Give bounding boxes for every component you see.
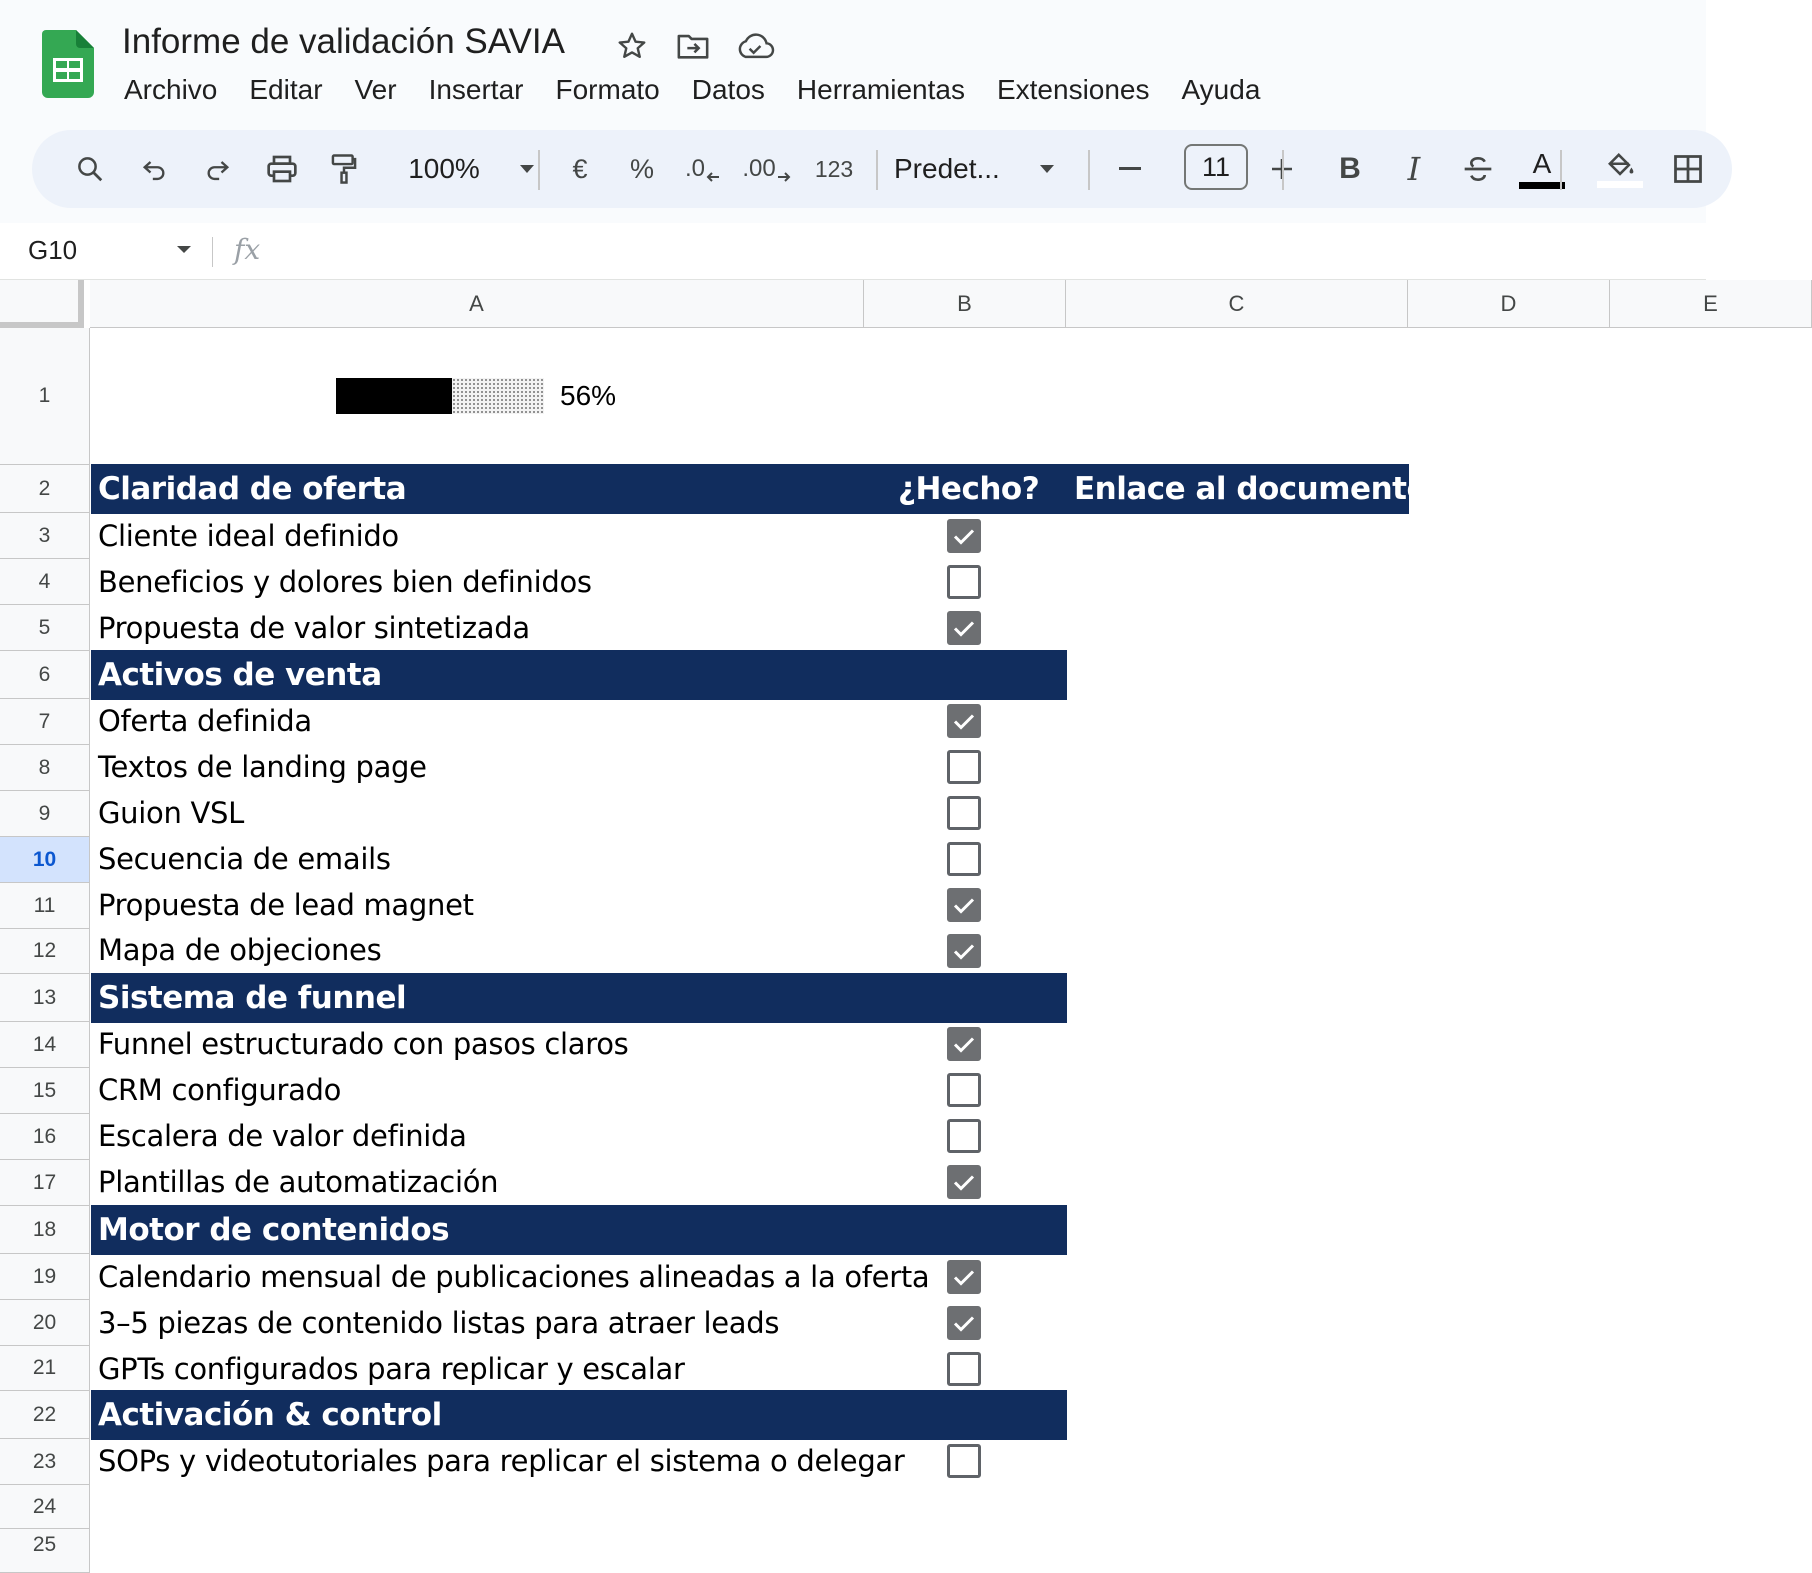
text-color-letter: A: [1532, 147, 1552, 179]
fx-icon: fx: [234, 233, 261, 266]
number-format-button[interactable]: 123: [814, 155, 854, 182]
row-header[interactable]: 16: [0, 1114, 90, 1160]
menu-bar: [112, 68, 1280, 112]
sheets-logo[interactable]: [42, 30, 94, 98]
row-header[interactable]: 9: [0, 791, 90, 837]
row-header[interactable]: 7: [0, 699, 90, 745]
fill-color-button[interactable]: [1592, 130, 1648, 208]
menu-archivo[interactable]: Archivo: [124, 74, 218, 105]
checklist-item-text[interactable]: Escalera de valor definida: [98, 1119, 467, 1153]
checklist-item-text[interactable]: GPTs configurados para replicar y escalar: [98, 1352, 685, 1386]
formula-separator: [212, 237, 213, 267]
checklist-item-text[interactable]: Beneficios y dolores bien definidos: [98, 565, 592, 599]
done-checkbox[interactable]: [947, 1119, 981, 1153]
checklist-item-text[interactable]: Oferta definida: [98, 704, 312, 738]
done-checkbox[interactable]: [947, 888, 981, 922]
text-color-swatch: [1519, 182, 1565, 189]
borders-icon[interactable]: [1660, 130, 1716, 208]
column-header-d[interactable]: D: [1408, 280, 1610, 328]
checklist-item-text[interactable]: Calendario mensual de publicaciones alineadas a la oferta: [98, 1260, 930, 1294]
chevron-down-icon[interactable]: [172, 237, 196, 261]
checklist-item-text[interactable]: Guion VSL: [98, 796, 244, 830]
column-header-a[interactable]: A: [90, 280, 864, 328]
decrease-decimals-button[interactable]: [672, 130, 734, 208]
menu-ver[interactable]: Ver: [354, 74, 397, 105]
done-checkbox[interactable]: [947, 704, 981, 738]
cloud-saved-icon[interactable]: [735, 26, 775, 66]
row-header[interactable]: 21: [0, 1346, 90, 1391]
row-header[interactable]: 3: [0, 513, 90, 559]
formula-input[interactable]: [290, 233, 1690, 269]
italic-button[interactable]: I: [1407, 150, 1421, 188]
progress-percent-label: 56%: [560, 380, 617, 411]
done-checkbox[interactable]: [947, 796, 981, 830]
fill-color-swatch: [1597, 181, 1643, 188]
row-header[interactable]: 18: [0, 1206, 90, 1254]
row-header[interactable]: 20: [0, 1300, 90, 1346]
toolbar-separator: [1088, 150, 1090, 190]
done-checkbox[interactable]: [947, 1444, 981, 1478]
done-checkbox[interactable]: [947, 1306, 981, 1340]
move-to-folder-icon[interactable]: [673, 26, 713, 66]
row-header[interactable]: 4: [0, 559, 90, 605]
toolbar-separator: [876, 150, 878, 190]
done-checkbox[interactable]: [947, 934, 981, 968]
done-checkbox[interactable]: [947, 1165, 981, 1199]
toolbar: [32, 130, 1732, 208]
menu-formato[interactable]: Formato: [555, 74, 660, 105]
row-header-selected[interactable]: 10: [0, 837, 90, 883]
star-icon[interactable]: [612, 26, 652, 66]
progress-bar-remaining: [452, 378, 544, 414]
done-checkbox[interactable]: [947, 519, 981, 553]
redo-icon[interactable]: [190, 130, 246, 208]
row-header[interactable]: 23: [0, 1439, 90, 1485]
header-hecho[interactable]: ¿Hecho?: [898, 471, 1040, 507]
done-checkbox[interactable]: [947, 842, 981, 876]
section-title-activos-de-venta[interactable]: Activos de venta: [98, 657, 382, 693]
progress-bar-fill: [336, 378, 452, 414]
name-box[interactable]: G10: [28, 235, 78, 265]
select-all-corner[interactable]: [0, 280, 84, 328]
row-header[interactable]: 1: [0, 328, 90, 465]
menu-insertar[interactable]: Insertar: [428, 74, 524, 105]
row-header[interactable]: 8: [0, 745, 90, 791]
checklist-item-text[interactable]: Propuesta de valor sintetizada: [98, 611, 530, 645]
row-header[interactable]: 2: [0, 465, 90, 513]
section-title-motor-de-contenidos[interactable]: Motor de contenidos: [98, 1212, 450, 1248]
section-title-activacion-control[interactable]: Activación & control: [98, 1397, 442, 1433]
done-checkbox[interactable]: [947, 611, 981, 645]
row-header[interactable]: 11: [0, 883, 90, 929]
done-checkbox[interactable]: [947, 1260, 981, 1294]
search-icon[interactable]: [62, 130, 118, 208]
menu-extensiones[interactable]: Extensiones: [996, 74, 1150, 105]
header-enlace-documento[interactable]: Enlace al documento: [1074, 471, 1428, 507]
font-size-input[interactable]: 11: [1184, 144, 1248, 190]
chevron-down-icon[interactable]: [1032, 130, 1062, 208]
decrease-font-size-icon[interactable]: [1102, 130, 1158, 208]
zoom-select[interactable]: 100%: [408, 153, 480, 184]
checklist-item-text[interactable]: Textos de landing page: [98, 750, 427, 784]
checklist-item-text[interactable]: Propuesta de lead magnet: [98, 888, 474, 922]
checklist-item-text[interactable]: SOPs y videotutoriales para replicar el sistema o delegar: [98, 1444, 905, 1478]
row-header[interactable]: 17: [0, 1160, 90, 1206]
checklist-item-text[interactable]: Secuencia de emails: [98, 842, 391, 876]
checklist-item-text[interactable]: Funnel estructurado con pasos claros: [98, 1027, 629, 1061]
checklist-item-text[interactable]: 3–5 piezas de contenido listas para atraer leads: [98, 1306, 780, 1340]
row-header[interactable]: 12: [0, 929, 90, 974]
column-header-c[interactable]: C: [1066, 280, 1408, 328]
toolbar-separator: [1560, 150, 1562, 190]
row-header[interactable]: 24: [0, 1485, 90, 1529]
formula-bar: [0, 223, 1706, 280]
checklist-item-text[interactable]: Mapa de objeciones: [98, 933, 382, 967]
font-select[interactable]: Predet...: [894, 153, 1000, 184]
done-checkbox[interactable]: [947, 1352, 981, 1386]
done-checkbox[interactable]: [947, 565, 981, 599]
bold-button[interactable]: B: [1339, 152, 1361, 185]
menu-ayuda[interactable]: Ayuda: [1181, 74, 1261, 105]
menu-editar[interactable]: Editar: [249, 74, 323, 105]
done-checkbox[interactable]: [947, 1073, 981, 1107]
print-icon[interactable]: [254, 130, 310, 208]
row-header[interactable]: 25: [0, 1529, 90, 1573]
percent-format-button[interactable]: %: [629, 153, 654, 184]
menu-herramientas[interactable]: Herramientas: [796, 74, 965, 105]
checklist-item-text[interactable]: CRM configurado: [98, 1073, 342, 1107]
row-header[interactable]: 6: [0, 651, 90, 699]
header-claridad-de-oferta[interactable]: Claridad de oferta: [98, 471, 407, 507]
done-checkbox[interactable]: [947, 1027, 981, 1061]
app-header: [0, 0, 1706, 223]
toolbar-separator: [538, 150, 540, 190]
row-header[interactable]: 15: [0, 1068, 90, 1114]
checklist-item-text[interactable]: Cliente ideal definido: [98, 519, 399, 553]
toolbar-separator: [1282, 150, 1284, 190]
row-header[interactable]: 14: [0, 1022, 90, 1068]
column-header-e[interactable]: E: [1610, 280, 1812, 328]
increase-decimals-label: .00: [742, 155, 776, 182]
paint-format-icon[interactable]: [316, 130, 372, 208]
row-header[interactable]: 13: [0, 974, 90, 1022]
decrease-decimals-label: .0: [684, 155, 705, 182]
undo-icon[interactable]: [126, 130, 182, 208]
row-header[interactable]: 5: [0, 605, 90, 651]
increase-decimals-button[interactable]: [734, 130, 800, 208]
done-checkbox[interactable]: [947, 750, 981, 784]
column-header-b[interactable]: B: [864, 280, 1066, 328]
currency-format-button[interactable]: €: [572, 153, 588, 184]
checklist-item-text[interactable]: Plantillas de automatización: [98, 1165, 499, 1199]
section-title-sistema-de-funnel[interactable]: Sistema de funnel: [98, 980, 407, 1016]
strikethrough-icon[interactable]: [1450, 130, 1506, 208]
menu-datos[interactable]: Datos: [691, 74, 765, 105]
row-header[interactable]: 22: [0, 1391, 90, 1439]
progress-bar: [336, 378, 544, 414]
document-title[interactable]: Informe de validación SAVIA: [122, 22, 565, 61]
spreadsheet-grid[interactable]: [0, 280, 1718, 1556]
row-header[interactable]: 19: [0, 1254, 90, 1300]
